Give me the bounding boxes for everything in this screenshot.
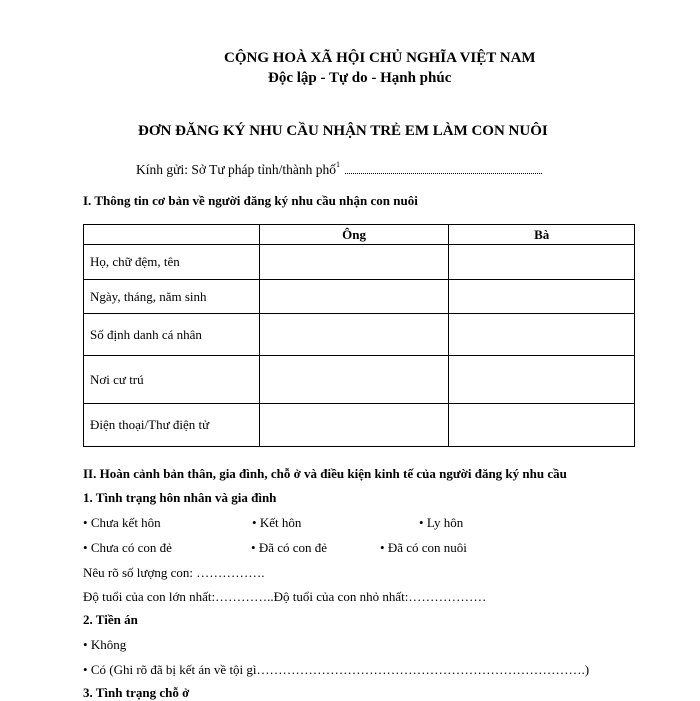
sub3-title: 3. Tình trạng chỗ ở — [83, 685, 190, 700]
table-row — [84, 404, 635, 447]
cell-ba-residence[interactable] — [449, 356, 635, 404]
option-unmarried[interactable] — [83, 515, 161, 531]
cell-ba-dob[interactable] — [449, 280, 635, 314]
option-has-adopted-child[interactable] — [380, 540, 467, 556]
bullet-icon: • — [83, 637, 88, 652]
row-label-residence: Nơi cư trú — [84, 356, 260, 404]
section2-title: II. Hoàn cảnh bản thân, gia đình, chỗ ở và điều kiện kinh tế của người đăng ký nhu cầu — [83, 466, 567, 481]
row-label-name: Họ, chữ đệm, tên — [84, 245, 260, 280]
cell-ong-contact[interactable] — [259, 404, 449, 447]
option-label: Ly hôn — [426, 515, 464, 530]
cell-ba-name[interactable] — [449, 245, 635, 280]
row-label-contact: Điện thoại/Thư điện tử — [84, 404, 260, 447]
option-label: Đã có con đẻ — [258, 540, 328, 555]
row-label-id: Số định danh cá nhân — [84, 314, 260, 356]
nation-heading: CỘNG HOÀ XÃ HỘI CHỦ NGHĨA VIỆT NAM — [224, 50, 536, 66]
option-label: Có (Ghi rõ đã bị kết án về tội gì………………………………………………………………….) — [90, 662, 590, 677]
bullet-icon: • — [380, 540, 385, 555]
table-row — [84, 245, 635, 280]
option-no-criminal-record[interactable] — [83, 637, 126, 653]
form-title: ĐƠN ĐĂNG KÝ NHU CẦU NHẬN TRẺ EM LÀM CON NUÔI — [138, 123, 548, 139]
bullet-icon: • — [252, 515, 257, 530]
recipient-blank[interactable] — [345, 163, 542, 174]
option-has-biological-child[interactable] — [251, 540, 327, 556]
cell-ong-id[interactable] — [259, 314, 449, 356]
motto: Độc lập - Tự do - Hạnh phúc — [268, 70, 452, 86]
table-row — [84, 314, 635, 356]
option-has-criminal-record[interactable] — [83, 662, 589, 678]
bullet-icon: • — [83, 515, 88, 530]
option-label: Không — [90, 637, 127, 652]
option-no-biological-child[interactable] — [83, 540, 172, 556]
table-row — [84, 356, 635, 404]
option-label: Chưa kết hôn — [90, 515, 161, 530]
footnote-marker: 1 — [336, 160, 341, 169]
cell-ong-dob[interactable] — [259, 280, 449, 314]
bullet-icon: • — [83, 540, 88, 555]
recipient-label: Kính gửi: Sở Tư pháp tỉnh/thành phố — [136, 162, 337, 177]
option-married[interactable] — [252, 515, 301, 531]
bullet-icon: • — [251, 540, 256, 555]
option-label: Đã có con nuôi — [387, 540, 467, 555]
children-count-field[interactable]: Nêu rõ số lượng con: ……………. — [83, 565, 265, 580]
option-divorced[interactable] — [419, 515, 463, 531]
cell-ong-residence[interactable] — [259, 356, 449, 404]
cell-ba-contact[interactable] — [449, 404, 635, 447]
cell-ong-name[interactable] — [259, 245, 449, 280]
option-label: Kết hôn — [259, 515, 302, 530]
table-header-row — [84, 225, 635, 245]
sub1-title: 1. Tình trạng hôn nhân và gia đình — [83, 490, 277, 505]
row-label-dob: Ngày, tháng, năm sinh — [84, 280, 260, 314]
table-header-ba: Bà — [449, 225, 635, 245]
children-ages-field[interactable]: Độ tuổi của con lớn nhất:…………..Độ tuổi của con nhỏ nhất:……………… — [83, 589, 487, 604]
bullet-icon: • — [419, 515, 424, 530]
cell-ba-id[interactable] — [449, 314, 635, 356]
table-row — [84, 280, 635, 314]
table-header-ong: Ông — [259, 225, 449, 245]
sub2-title: 2. Tiền án — [83, 612, 138, 627]
bullet-icon: • — [83, 662, 88, 677]
table-header-label — [84, 225, 260, 245]
recipient-line — [136, 162, 542, 178]
option-label: Chưa có con đẻ — [90, 540, 172, 555]
applicant-info-table — [83, 224, 635, 447]
section1-title: I. Thông tin cơ bản về người đăng ký nhu cầu nhận con nuôi — [83, 193, 418, 208]
